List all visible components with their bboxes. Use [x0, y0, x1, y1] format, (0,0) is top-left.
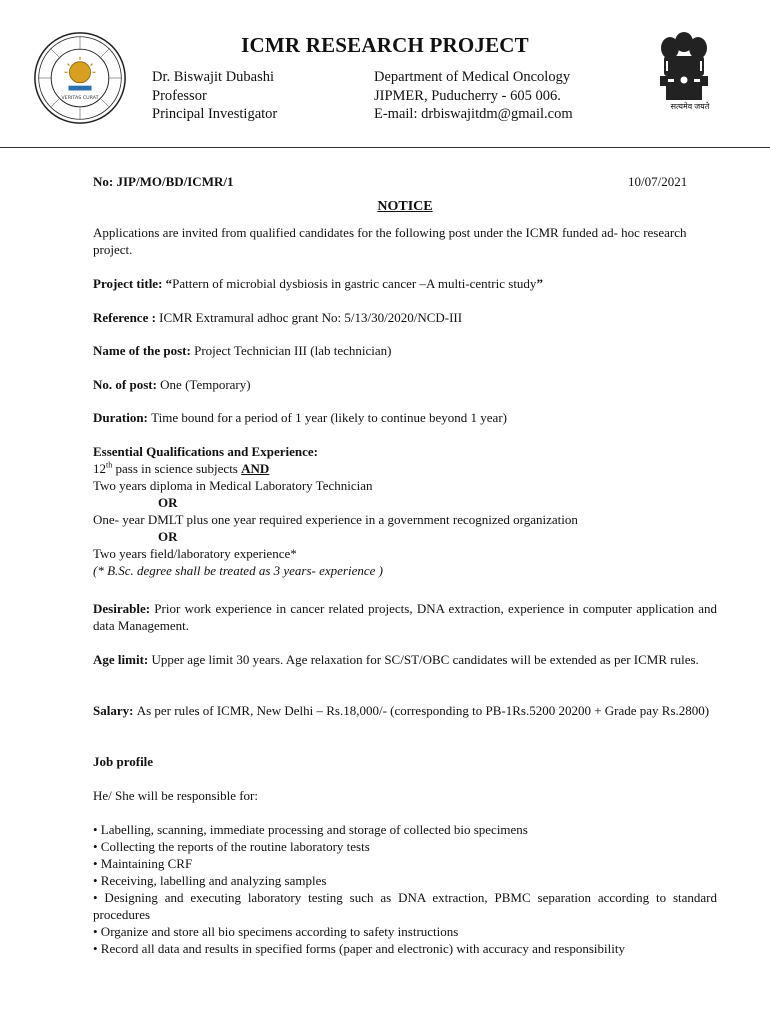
- or-separator-2: OR: [158, 529, 178, 544]
- duration-line: [93, 409, 717, 426]
- reference-line: [93, 309, 717, 326]
- or-separator-1: OR: [158, 495, 178, 510]
- qualification-line-1: 12th pass in science subjects AND: [93, 460, 270, 476]
- pi-role: Principal Investigator: [152, 106, 278, 122]
- salary-paragraph: [93, 702, 717, 719]
- duration-value: Time bound for a period of 1 year (likely to continue beyond 1 year): [151, 410, 507, 425]
- qualification-line-3: One- year DMLT plus one year required experience in a government recognized organization: [93, 512, 578, 527]
- reference-number: No: JIP/MO/BD/ICMR/1: [93, 174, 234, 189]
- salary-value: As per rules of ICMR, New Delhi – Rs.18,000/- (corresponding to PB-1Rs.5200 20200 + Grade pay Rs.2800): [136, 703, 710, 718]
- qualifications-heading: Essential Qualifications and Experience:: [93, 444, 318, 459]
- project-title-line: [93, 275, 717, 292]
- department-name: Department of Medical Oncology: [374, 69, 571, 85]
- post-name-value: Project Technician III (lab technician): [194, 343, 392, 358]
- post-name-line: [93, 342, 717, 359]
- header-divider: [0, 147, 770, 148]
- list-item: • Maintaining CRF: [93, 856, 193, 871]
- desirable-paragraph: [93, 600, 717, 634]
- notice-heading: NOTICE: [377, 199, 433, 214]
- desirable-value: Prior work experience in cancer related projects, DNA extraction, experience in computer application and data Management.: [93, 601, 717, 633]
- age-limit-value: Upper age limit 30 years. Age relaxation for SC/ST/OBC candidates will be extended as per ICMR rules.: [151, 652, 699, 667]
- department-details: [374, 68, 573, 124]
- emblem-motto: सत्यमेव जयते: [670, 102, 710, 111]
- salary-label: Salary:: [93, 703, 137, 718]
- page-title: ICMR RESEARCH PROJECT: [241, 33, 529, 57]
- post-count-value: One (Temporary): [160, 377, 251, 392]
- qualification-line-2: Two years diploma in Medical Laboratory Technician: [93, 478, 373, 493]
- svg-text:VERITAS CURAT: VERITAS CURAT: [61, 96, 99, 102]
- department-address: JIPMER, Puducherry - 605 006.: [374, 87, 561, 104]
- intro-paragraph: Applications are invited from qualified candidates for the following post under the ICMR funded ad- hoc research project.: [93, 225, 687, 257]
- pi-details: [152, 68, 277, 124]
- contact-email: E-mail: drbiswajitdm@gmail.com: [374, 106, 573, 122]
- desirable-label: Desirable:: [93, 601, 155, 616]
- responsibility-intro: He/ She will be responsible for:: [93, 788, 258, 803]
- list-item: • Receiving, labelling and analyzing samples: [93, 873, 327, 888]
- duration-label: Duration:: [93, 410, 152, 425]
- list-item: • Collecting the reports of the routine laboratory tests: [93, 839, 370, 854]
- list-item: • Organize and store all bio specimens according to safety instructions: [93, 924, 459, 939]
- notice-date: 10/07/2021: [628, 174, 688, 189]
- job-profile-heading: Job profile: [93, 754, 154, 769]
- reference-label: Reference :: [93, 310, 160, 325]
- post-count-line: [93, 376, 717, 393]
- qualification-line-4: Two years field/laboratory experience*: [93, 546, 297, 561]
- project-title-label: Project title:: [93, 276, 166, 291]
- post-name-label: Name of the post:: [93, 343, 195, 358]
- reference-value: ICMR Extramural adhoc grant No: 5/13/30/2020/NCD-III: [159, 310, 463, 325]
- qualification-note: (* B.Sc. degree shall be treated as 3 years- experience ): [93, 563, 383, 578]
- age-limit-paragraph: [93, 651, 717, 668]
- list-item: • Record all data and results in specified forms (paper and electronic) with accuracy and responsibility: [93, 941, 625, 956]
- open-quote: “: [165, 276, 173, 291]
- project-title-value: Pattern of microbial dysbiosis in gastric cancer –A multi-centric study: [172, 276, 537, 291]
- list-item: • Designing and executing laboratory testing such as DNA extraction, PBMC separation according to standard procedures: [93, 890, 717, 922]
- close-quote: ”: [536, 276, 543, 291]
- pi-name: Dr. Biswajit Dubashi: [152, 69, 275, 85]
- qualifications-section: [93, 443, 717, 579]
- post-count-label: No. of post:: [93, 377, 161, 392]
- duties-list: [93, 821, 717, 957]
- list-item: • Labelling, scanning, immediate processing and storage of collected bio specimens: [93, 822, 528, 837]
- age-limit-label: Age limit:: [93, 652, 152, 667]
- pi-designation: Professor: [152, 87, 207, 104]
